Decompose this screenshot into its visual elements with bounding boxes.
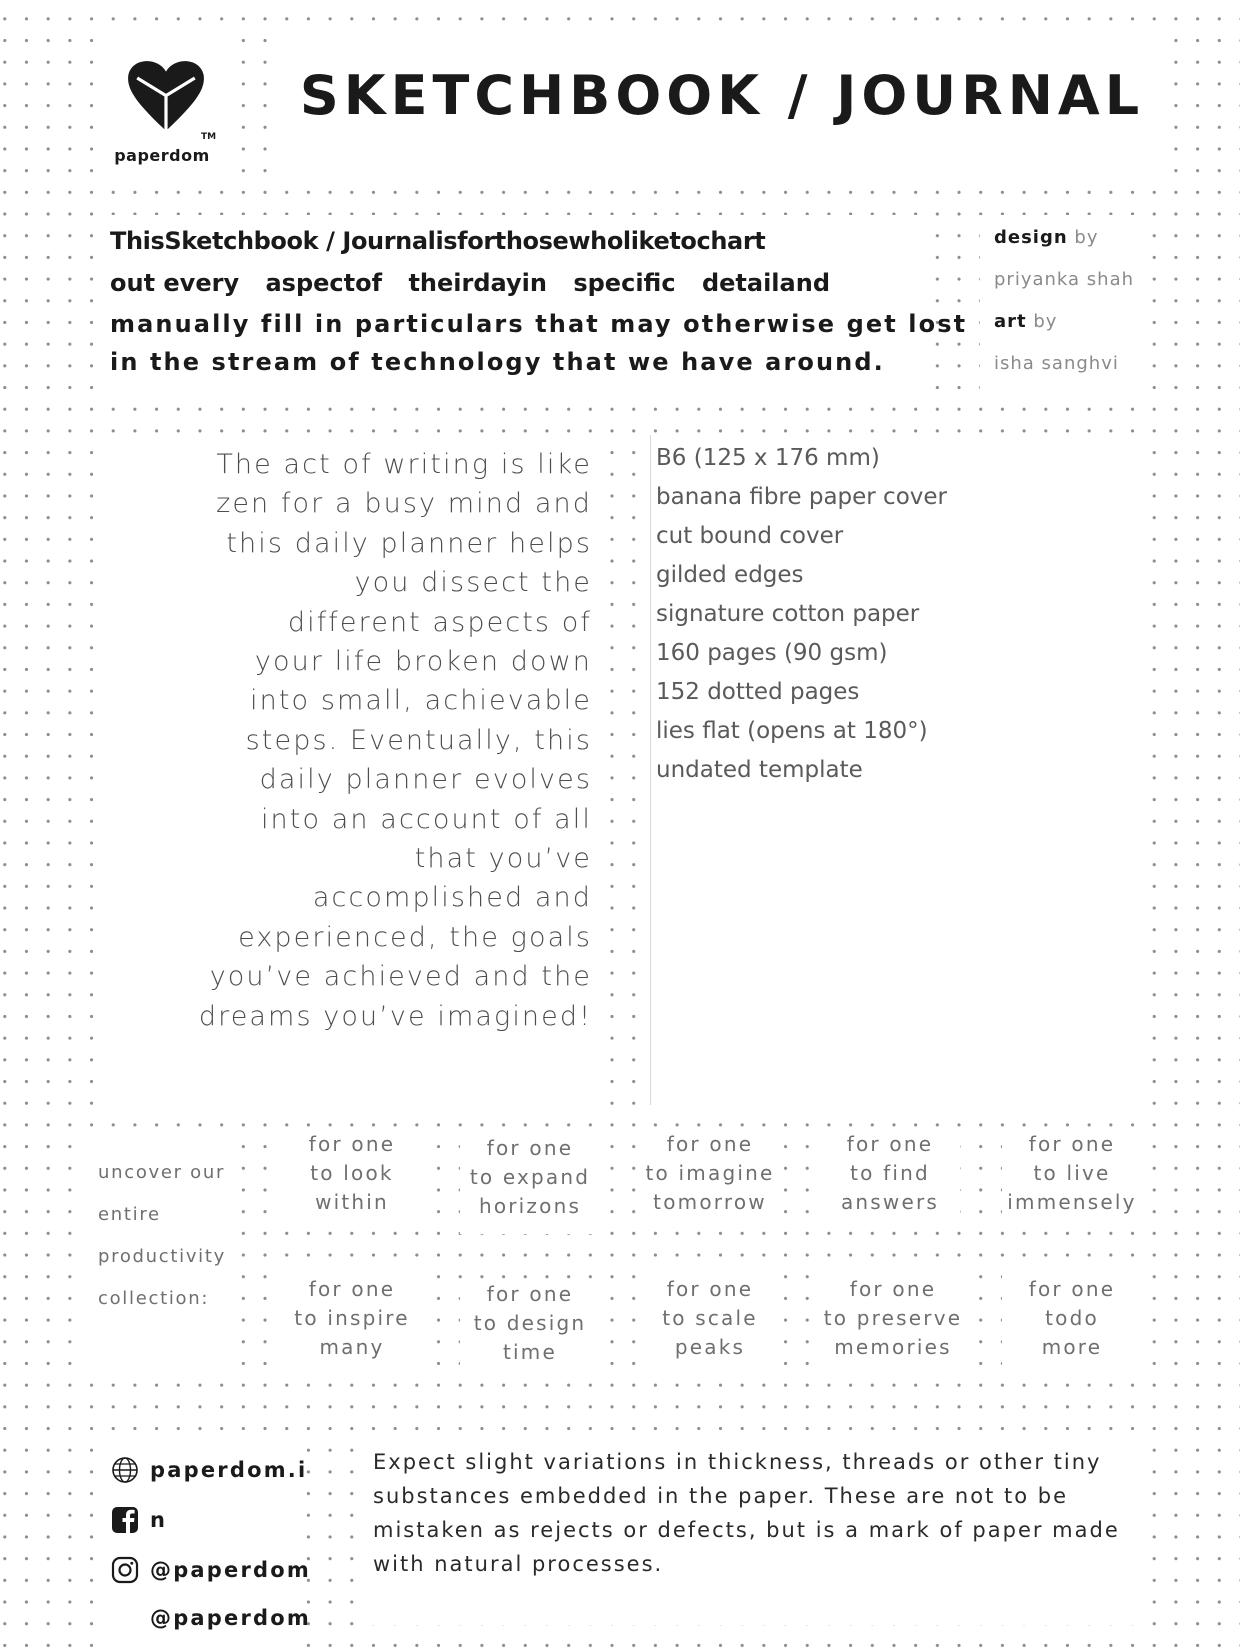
card-line: tomorrow	[653, 1190, 767, 1214]
collection-card	[640, 1130, 780, 1230]
card-line: immensely	[1007, 1190, 1137, 1214]
description-line: steps. Eventually, this	[245, 724, 592, 756]
card-line: for one	[846, 1132, 934, 1156]
card-line: answers	[840, 1190, 940, 1214]
collection-card	[820, 1130, 960, 1230]
specs-box	[650, 435, 1151, 1105]
collection-intro-line: productivity	[98, 1246, 226, 1267]
card-line: todo	[1045, 1306, 1099, 1330]
description-line: you’ve achieved and the	[209, 961, 592, 993]
instagram-handle-text: @paperdom	[150, 1606, 311, 1630]
card-line: to inspire	[294, 1306, 410, 1330]
card-line: to look	[310, 1161, 394, 1185]
paper-note-box	[355, 1435, 1150, 1625]
card-line: for one	[1028, 1132, 1116, 1156]
facebook-text: n	[150, 1508, 168, 1532]
heart-cube-icon	[126, 54, 206, 134]
instagram-handle[interactable]	[150, 1603, 311, 1633]
card-line: to scale	[662, 1306, 758, 1330]
card-line: for one	[486, 1282, 574, 1306]
art-credit-label: art by	[994, 311, 1058, 332]
designer-name: priyanka shah	[994, 269, 1135, 290]
spec-item: gilded edges	[656, 562, 804, 588]
card-line: peaks	[674, 1335, 746, 1359]
card-line: time	[503, 1340, 557, 1364]
card-line: for one	[308, 1277, 396, 1301]
globe-icon	[110, 1455, 140, 1485]
credits-box	[980, 215, 1150, 398]
intro-line-2	[110, 269, 830, 297]
card-line: to imagine	[645, 1161, 775, 1185]
card-line: for one	[486, 1136, 574, 1160]
description-line: dreams you’ve imagined!	[198, 1000, 592, 1032]
social-box	[100, 1435, 311, 1650]
card-line: more	[1041, 1335, 1103, 1359]
collection-card	[1002, 1275, 1142, 1375]
paper-note: Expect slight variations in thickness, threads or other tiny substances embedded in the paper. These are not to be mistaken as rejects or defects, but is a mark of paper made with natural processes.	[373, 1450, 1120, 1576]
spec-item: banana fibre paper cover	[656, 484, 947, 510]
card-line: horizons	[478, 1194, 582, 1218]
card-line: within	[315, 1190, 389, 1214]
facebook-icon	[110, 1505, 140, 1535]
intro-word: aspectof	[265, 269, 383, 297]
description-line: you dissect the	[354, 567, 592, 599]
spec-item: undated template	[656, 757, 863, 783]
description-line: into an account of all	[260, 803, 592, 835]
description-line: daily planner evolves	[259, 764, 592, 796]
intro-line-4: in the stream of technology that we have around.	[110, 348, 885, 376]
description-line: that you’ve	[414, 843, 592, 875]
logo-box	[100, 34, 230, 184]
collection-intro	[85, 1140, 240, 1370]
collection-card	[460, 1280, 600, 1380]
card-line: to preserve	[823, 1306, 963, 1330]
card-line: for one	[849, 1277, 937, 1301]
description-line: different aspects of	[287, 606, 592, 638]
description-line: experienced, the goals	[238, 921, 592, 953]
description-line: your life broken down	[254, 646, 592, 678]
collection-card	[282, 1130, 422, 1230]
artist-name: isha sanghvi	[994, 353, 1119, 374]
spec-item: lies flat (opens at 180°)	[656, 718, 928, 744]
collection-intro-line: collection:	[98, 1288, 210, 1309]
spec-item: 152 dotted pages	[656, 679, 860, 705]
title-box	[282, 34, 1162, 184]
card-line: for one	[666, 1277, 754, 1301]
intro-box	[100, 215, 968, 398]
spec-item: B6 (125 x 176 mm)	[656, 445, 880, 471]
design-credit-label: design by	[994, 227, 1099, 248]
intro-line-1: ThisSketchbook / Journalisforthosewholiketochart	[110, 227, 766, 255]
collection-intro-line: uncover our	[98, 1162, 226, 1183]
intro-word: detailand	[701, 269, 830, 297]
description-line: zen for a busy mind and	[216, 488, 592, 520]
facebook-link[interactable]	[110, 1505, 167, 1535]
intro-word: theirdayin	[408, 269, 547, 297]
card-line: for one	[308, 1132, 396, 1156]
collection-card	[818, 1275, 968, 1375]
card-line: to design	[473, 1311, 587, 1335]
page-title: SKETCHBOOK / JOURNAL	[299, 64, 1145, 127]
instagram-icon	[110, 1555, 140, 1585]
card-line: many	[319, 1335, 385, 1359]
card-line: for one	[666, 1132, 754, 1156]
collection-intro-line: entire	[98, 1204, 161, 1225]
spec-item: signature cotton paper	[656, 601, 920, 627]
card-line: memories	[834, 1335, 952, 1359]
instagram-text: @paperdom	[150, 1558, 311, 1582]
collection-card	[282, 1275, 422, 1375]
collection-card	[640, 1275, 780, 1375]
website-link[interactable]	[110, 1455, 307, 1485]
card-line: for one	[1028, 1277, 1116, 1301]
spec-item: cut bound cover	[656, 523, 844, 549]
card-line: to live	[1033, 1161, 1111, 1185]
card-line: to find	[850, 1161, 930, 1185]
description-line: this daily planner helps	[226, 527, 592, 559]
intro-word: out every	[110, 269, 240, 297]
description-line: The act of writing is like	[216, 449, 592, 480]
trademark-mark: TM	[201, 132, 217, 142]
brand-name: paperdom	[114, 146, 210, 165]
spec-item: 160 pages (90 gsm)	[656, 640, 888, 666]
intro-line-3: manually fill in particulars that may otherwise get lost	[110, 310, 968, 338]
description-line: into small, achievable	[250, 685, 592, 717]
description-paragraph	[132, 445, 592, 1036]
description-line: accomplished and	[312, 882, 592, 914]
card-line: to expand	[469, 1165, 591, 1189]
instagram-link[interactable]	[110, 1555, 311, 1585]
collection-card	[1002, 1130, 1142, 1230]
description-box	[100, 435, 600, 1105]
website-text: paperdom.i	[150, 1458, 308, 1482]
collection-card	[460, 1134, 600, 1234]
intro-word: specific	[573, 269, 676, 297]
